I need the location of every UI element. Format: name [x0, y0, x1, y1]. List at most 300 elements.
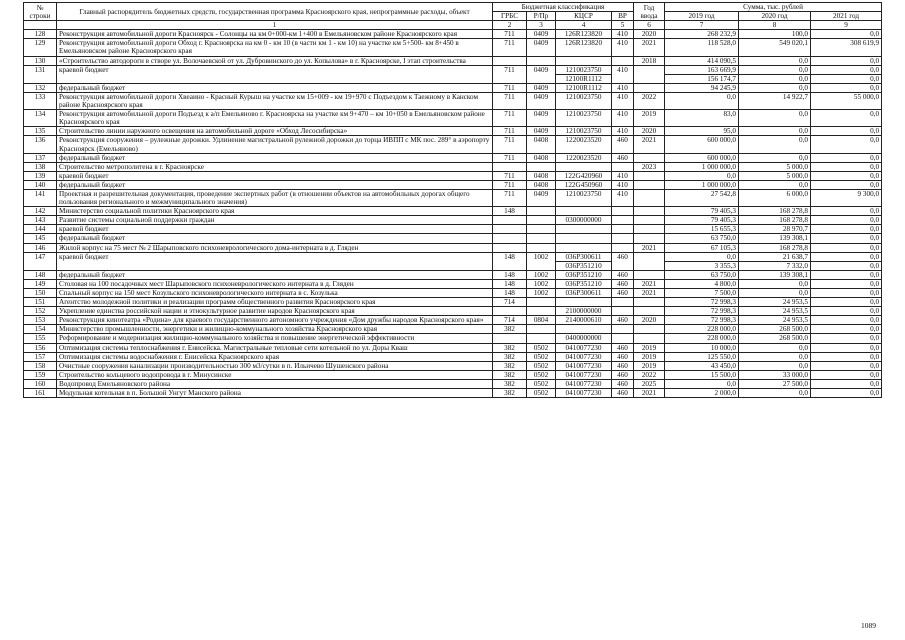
row-name: «Строительство автодороги в створе ул. Волочаевской от ул. Дубровинского до ул. Копылова» в г. Красноярске, I этап строительства — [57, 56, 493, 65]
year-input — [634, 334, 665, 343]
row-name: Реконструкция автомобильной дороги Подъезд к а/п Емельяново г. Красноярска на участке км 9+470 – км 10+050 в Емельяновском районе Красноярского края — [57, 110, 493, 127]
budget-table — [23, 2, 882, 398]
row-name: Оптимизация системы водоснабжения г. Енисейска Красноярского края — [57, 352, 493, 361]
rpr-code — [527, 207, 556, 216]
sum-2019: 125 550,0 — [665, 352, 739, 361]
table-row — [24, 153, 882, 162]
rpr-code: 0409 — [527, 110, 556, 127]
sum-2021: 0,0 — [811, 65, 882, 74]
row-name: федеральный бюджет — [57, 153, 493, 162]
sum-2021: 0,0 — [811, 180, 882, 189]
grbs-code: 711 — [493, 171, 527, 180]
sum-2019: 0,0 — [665, 171, 739, 180]
sum-2020: 27 500,0 — [739, 379, 811, 388]
year-input: 2023 — [634, 162, 665, 171]
header-vr: ВР — [612, 12, 634, 21]
table-row — [24, 207, 882, 216]
sum-2019: 118 528,0 — [665, 39, 739, 56]
row-name: Проектная и разрешительная документация, проведение экспертных работ (в отношении объектов на автомобильных дорогах общего пользования регионального и межмуниципального значения) — [57, 189, 493, 206]
row-number: 131 — [24, 65, 57, 83]
grbs-code — [493, 225, 527, 234]
rpr-code — [527, 325, 556, 334]
sum-2019: 414 090,5 — [665, 56, 739, 65]
colnum: 9 — [811, 21, 882, 30]
row-name: Столовая на 100 посадочных мест Шарыповского психоневрологического интерната в д. Гляден — [57, 279, 493, 288]
header-kcsr: КЦСР — [556, 12, 612, 21]
row-name: Водопровод Емельяновского района — [57, 379, 493, 388]
sum-2021: 0,0 — [811, 83, 882, 92]
sum-2019: 228 000,0 — [665, 334, 739, 343]
kcsr-code: 1220023520 — [556, 136, 612, 153]
page-number: 1089 — [861, 621, 876, 630]
row-number: 136 — [24, 136, 57, 153]
sum-2019: 63 750,0 — [665, 270, 739, 279]
rpr-code: 0409 — [527, 92, 556, 109]
sum-2021: 0,0 — [811, 261, 882, 270]
sum-2019: 15 655,3 — [665, 225, 739, 234]
row-number: 144 — [24, 225, 57, 234]
year-input — [634, 153, 665, 162]
rpr-code: 0804 — [527, 316, 556, 325]
sum-2020: 0,0 — [739, 361, 811, 370]
rpr-code: 0502 — [527, 370, 556, 379]
kcsr-code: 0410077230 — [556, 343, 612, 352]
vr-code: 460 — [612, 153, 634, 162]
vr-code: 410 — [612, 110, 634, 127]
rpr-code: 0409 — [527, 65, 556, 83]
table-body — [24, 30, 882, 398]
rpr-code — [527, 234, 556, 243]
vr-code — [612, 56, 634, 65]
sum-2019: 3 355,3 — [665, 261, 739, 270]
sum-2020: 0,0 — [739, 153, 811, 162]
sum-2021: 0,0 — [811, 171, 882, 180]
rpr-code — [527, 298, 556, 307]
kcsr-code: 126R123820 — [556, 39, 612, 56]
header-year-input: Год ввода — [634, 3, 665, 21]
vr-code: 410 — [612, 171, 634, 180]
table-row — [24, 92, 882, 109]
grbs-code: 714 — [493, 298, 527, 307]
vr-code: 410 — [612, 30, 634, 39]
rpr-code — [527, 56, 556, 65]
sum-2019: 0,0 — [665, 92, 739, 109]
vr-code: 460 — [612, 343, 634, 352]
rpr-code — [527, 216, 556, 225]
vr-code: 410 — [612, 127, 634, 136]
kcsr-code — [556, 225, 612, 234]
kcsr-code: 12100R1112 — [556, 83, 612, 92]
sum-2021: 0,0 — [811, 127, 882, 136]
row-number: 129 — [24, 39, 57, 56]
kcsr-code: 12100R1112 — [556, 74, 612, 83]
sum-2019: 72 998,3 — [665, 298, 739, 307]
vr-code — [612, 325, 634, 334]
grbs-code: 711 — [493, 30, 527, 39]
vr-code: 410 — [612, 92, 634, 109]
row-name: Укрепление единства российской нации и этнокультурное развитие народов Красноярского края — [57, 307, 493, 316]
grbs-code: 382 — [493, 379, 527, 388]
sum-2019: 156 174,7 — [665, 74, 739, 83]
sum-2021: 0,0 — [811, 243, 882, 252]
vr-code: 460 — [612, 279, 634, 288]
table-row — [24, 279, 882, 288]
sum-2020: 0,0 — [739, 127, 811, 136]
sum-2021: 0,0 — [811, 298, 882, 307]
rpr-code: 1002 — [527, 289, 556, 298]
sum-2019: 600 000,0 — [665, 136, 739, 153]
vr-code — [612, 334, 634, 343]
kcsr-code — [556, 162, 612, 171]
row-number: 145 — [24, 234, 57, 243]
sum-2019: 27 542,8 — [665, 189, 739, 206]
row-name: Реконструкция кинотеатра «Родина» для краевого государственного автономного учреждения «Дом дружбы народов Красноярского края» — [57, 316, 493, 325]
sum-2020: 0,0 — [739, 289, 811, 298]
grbs-code: 711 — [493, 153, 527, 162]
sum-2021: 0,0 — [811, 307, 882, 316]
table-row — [24, 56, 882, 65]
sum-2019: 2 000,0 — [665, 389, 739, 398]
row-name: Развитие системы социальной поддержки граждан — [57, 216, 493, 225]
vr-code: 460 — [612, 352, 634, 361]
grbs-code — [493, 307, 527, 316]
row-name: федеральный бюджет — [57, 270, 493, 279]
header-2019: 2019 год — [665, 12, 739, 21]
sum-2021: 0,0 — [811, 379, 882, 388]
sum-2020: 33 000,0 — [739, 370, 811, 379]
kcsr-code: 1210023750 — [556, 110, 612, 127]
rpr-code — [527, 243, 556, 252]
year-input: 2021 — [634, 136, 665, 153]
row-name: федеральный бюджет — [57, 83, 493, 92]
table-row — [24, 110, 882, 127]
row-number: 152 — [24, 307, 57, 316]
grbs-code — [493, 162, 527, 171]
sum-2020: 0,0 — [739, 352, 811, 361]
colnum: 1 — [57, 21, 493, 30]
table-row — [24, 136, 882, 153]
sum-2021: 55 000,0 — [811, 92, 882, 109]
sum-2020: 28 970,7 — [739, 225, 811, 234]
grbs-code: 382 — [493, 361, 527, 370]
vr-code: 410 — [612, 83, 634, 92]
kcsr-code — [556, 207, 612, 216]
year-input: 2021 — [634, 243, 665, 252]
table-row — [24, 270, 882, 279]
grbs-code — [493, 56, 527, 65]
vr-code: 460 — [612, 370, 634, 379]
table-row — [24, 343, 882, 352]
row-name: Строительство кольцевого водопровода в г. Минусинске — [57, 370, 493, 379]
sum-2019: 63 750,0 — [665, 234, 739, 243]
row-name: Оптимизация системы теплоснабжения г. Енисейска. Магистральные тепловые сети котельной по ул. Доры Кваш — [57, 343, 493, 352]
rpr-code: 0502 — [527, 389, 556, 398]
rpr-code: 0408 — [527, 136, 556, 153]
kcsr-code: 0410077230 — [556, 379, 612, 388]
year-input — [634, 225, 665, 234]
table-row — [24, 325, 882, 334]
kcsr-code: 036P351210 — [556, 270, 612, 279]
colnum: 7 — [665, 21, 739, 30]
rpr-code — [527, 307, 556, 316]
sum-2021: 0,0 — [811, 370, 882, 379]
row-number: 156 — [24, 343, 57, 352]
sum-2020: 168 278,8 — [739, 216, 811, 225]
table-row — [24, 171, 882, 180]
header-sum: Сумма, тыс. рублей — [665, 3, 882, 12]
year-input: 2021 — [634, 289, 665, 298]
kcsr-code: 1210023750 — [556, 92, 612, 109]
table-row — [24, 83, 882, 92]
table-row — [24, 361, 882, 370]
sum-2019: 72 998,3 — [665, 307, 739, 316]
year-input — [634, 234, 665, 243]
rpr-code: 0408 — [527, 153, 556, 162]
row-name: краевой бюджет — [57, 252, 493, 270]
vr-code: 460 — [612, 252, 634, 270]
sum-2021: 0,0 — [811, 207, 882, 216]
grbs-code: 711 — [493, 189, 527, 206]
row-name: федеральный бюджет — [57, 180, 493, 189]
sum-2019: 43 450,0 — [665, 361, 739, 370]
kcsr-code: 126R123820 — [556, 30, 612, 39]
sum-2021: 0,0 — [811, 352, 882, 361]
row-name: краевой бюджет — [57, 171, 493, 180]
grbs-code: 711 — [493, 39, 527, 56]
row-number: 137 — [24, 153, 57, 162]
sum-2021: 0,0 — [811, 361, 882, 370]
colnum: 3 — [527, 21, 556, 30]
sum-2020: 268 500,0 — [739, 334, 811, 343]
row-number: 159 — [24, 370, 57, 379]
kcsr-code: 0410077230 — [556, 361, 612, 370]
sum-2019: 83,0 — [665, 110, 739, 127]
row-name: краевой бюджет — [57, 65, 493, 83]
row-number: 128 — [24, 30, 57, 39]
year-input — [634, 270, 665, 279]
row-number: 139 — [24, 171, 57, 180]
row-number: 141 — [24, 189, 57, 206]
kcsr-code: 1210023750 — [556, 189, 612, 206]
year-input — [634, 83, 665, 92]
kcsr-code: 036P351210 — [556, 279, 612, 288]
row-number: 155 — [24, 334, 57, 343]
kcsr-code: 0410077230 — [556, 352, 612, 361]
table-row — [24, 370, 882, 379]
table-row — [24, 234, 882, 243]
year-input — [634, 252, 665, 270]
sum-2020: 21 638,7 — [739, 252, 811, 261]
sum-2019: 1 000 000,0 — [665, 162, 739, 171]
colnum: 4 — [556, 21, 612, 30]
rpr-code — [527, 225, 556, 234]
rpr-code: 0502 — [527, 352, 556, 361]
table-row — [24, 189, 882, 206]
year-input — [634, 180, 665, 189]
grbs-code — [493, 243, 527, 252]
table-row — [24, 39, 882, 56]
sum-2020: 139 308,1 — [739, 270, 811, 279]
kcsr-code: 036P351210 — [556, 261, 612, 270]
kcsr-code — [556, 325, 612, 334]
table-row — [24, 162, 882, 171]
header-rpr: Р/Пр — [527, 12, 556, 21]
sum-2021: 9 300,0 — [811, 189, 882, 206]
sum-2021: 0,0 — [811, 389, 882, 398]
kcsr-code: 122G420960 — [556, 171, 612, 180]
sum-2020: 0,0 — [739, 110, 811, 127]
colnum: 5 — [612, 21, 634, 30]
table-row — [24, 243, 882, 252]
sum-2020: 168 278,8 — [739, 207, 811, 216]
table-row — [24, 289, 882, 298]
rpr-code: 1002 — [527, 279, 556, 288]
row-name: Строительство линии наружного освещения на автомобильной дороге «Обход Лесосибирска» — [57, 127, 493, 136]
sum-2020: 100,0 — [739, 30, 811, 39]
sum-2020: 268 500,0 — [739, 325, 811, 334]
table-header — [24, 3, 882, 30]
header-name: Главный распорядитель бюджетных средств, государственная программа Красноярского края, непрограммные расходы, объект — [57, 3, 493, 21]
grbs-code: 148 — [493, 207, 527, 216]
header-2020: 2020 год — [739, 12, 811, 21]
year-input: 2019 — [634, 110, 665, 127]
row-number: 133 — [24, 92, 57, 109]
sum-2021: 0,0 — [811, 234, 882, 243]
year-input — [634, 207, 665, 216]
row-number: 149 — [24, 279, 57, 288]
row-number: 154 — [24, 325, 57, 334]
colnum: 2 — [493, 21, 527, 30]
sum-2019: 10 000,0 — [665, 343, 739, 352]
year-input — [634, 298, 665, 307]
sum-2019: 79 405,3 — [665, 207, 739, 216]
grbs-code: 711 — [493, 92, 527, 109]
rpr-code: 1002 — [527, 252, 556, 270]
table-row — [24, 316, 882, 325]
vr-code: 460 — [612, 379, 634, 388]
year-input — [634, 325, 665, 334]
year-input: 2021 — [634, 279, 665, 288]
colnum: 6 — [634, 21, 665, 30]
sum-2021: 0,0 — [811, 56, 882, 65]
sum-2021: 0,0 — [811, 343, 882, 352]
row-number: 140 — [24, 180, 57, 189]
grbs-code: 711 — [493, 180, 527, 189]
grbs-code: 711 — [493, 136, 527, 153]
year-input — [634, 189, 665, 206]
grbs-code: 382 — [493, 325, 527, 334]
sum-2020: 6 000,0 — [739, 189, 811, 206]
year-input: 2020 — [634, 316, 665, 325]
rpr-code: 0502 — [527, 361, 556, 370]
sum-2020: 0,0 — [739, 136, 811, 153]
rpr-code: 1002 — [527, 270, 556, 279]
sum-2020: 14 922,7 — [739, 92, 811, 109]
kcsr-code — [556, 243, 612, 252]
sum-2019: 7 500,0 — [665, 289, 739, 298]
year-input: 2025 — [634, 379, 665, 388]
rpr-code: 0409 — [527, 39, 556, 56]
rpr-code — [527, 162, 556, 171]
sum-2020: 5 000,0 — [739, 171, 811, 180]
sum-2019: 94 245,9 — [665, 83, 739, 92]
grbs-code: 711 — [493, 127, 527, 136]
grbs-code: 382 — [493, 389, 527, 398]
header-budget-class: Бюджетная классификация — [493, 3, 634, 12]
sum-2020: 0,0 — [739, 65, 811, 74]
kcsr-code: 0400000000 — [556, 334, 612, 343]
kcsr-code: 036P300611 — [556, 252, 612, 261]
year-input: 2020 — [634, 127, 665, 136]
sum-2020: 7 332,0 — [739, 261, 811, 270]
sum-2021: 0,0 — [811, 136, 882, 153]
rpr-code: 0409 — [527, 83, 556, 92]
row-number: 151 — [24, 298, 57, 307]
header-2021: 2021 год — [811, 12, 882, 21]
sum-2019: 1 000 000,0 — [665, 180, 739, 189]
table-row — [24, 379, 882, 388]
sum-2019: 163 669,9 — [665, 65, 739, 74]
grbs-code: 148 — [493, 252, 527, 270]
row-name: краевой бюджет — [57, 225, 493, 234]
vr-code — [612, 162, 634, 171]
grbs-code: 148 — [493, 279, 527, 288]
year-input: 2019 — [634, 361, 665, 370]
table-row — [24, 334, 882, 343]
header-row-number: № строки — [24, 3, 57, 21]
rpr-code: 0408 — [527, 180, 556, 189]
kcsr-code: 1210023750 — [556, 127, 612, 136]
vr-code: 460 — [612, 389, 634, 398]
vr-code: 460 — [612, 270, 634, 279]
row-number: 130 — [24, 56, 57, 65]
rpr-code: 0502 — [527, 343, 556, 352]
sum-2021: 0,0 — [811, 289, 882, 298]
row-number: 160 — [24, 379, 57, 388]
sum-2020: 0,0 — [739, 389, 811, 398]
vr-code: 410 — [612, 189, 634, 206]
grbs-code — [493, 334, 527, 343]
sum-2021: 0,0 — [811, 252, 882, 261]
kcsr-code: 122G450960 — [556, 180, 612, 189]
year-input — [634, 216, 665, 225]
sum-2021: 0,0 — [811, 279, 882, 288]
table-row — [24, 352, 882, 361]
sum-2021: 0,0 — [811, 270, 882, 279]
grbs-code: 714 — [493, 316, 527, 325]
vr-code: 410 — [612, 180, 634, 189]
sum-2019: 95,0 — [665, 127, 739, 136]
year-input: 2022 — [634, 92, 665, 109]
sum-2021: 0,0 — [811, 110, 882, 127]
table-row — [24, 225, 882, 234]
sum-2021: 0,0 — [811, 162, 882, 171]
kcsr-code: 036P300611 — [556, 289, 612, 298]
rpr-code: 0409 — [527, 189, 556, 206]
sum-2021: 0,0 — [811, 316, 882, 325]
grbs-code: 148 — [493, 289, 527, 298]
row-number: 135 — [24, 127, 57, 136]
row-name: Реконструкция автомобильной дороги Красноярск - Солонцы на км 0+000-км 1+400 в Емельяновском районе Красноярского края — [57, 30, 493, 39]
year-input: 2019 — [634, 343, 665, 352]
header-grbs: ГРБС — [493, 12, 527, 21]
table-row — [24, 180, 882, 189]
row-name: Министерство социальной политики Красноярского края — [57, 207, 493, 216]
year-input: 2022 — [634, 370, 665, 379]
year-input — [634, 65, 665, 83]
sum-2019: 67 105,3 — [665, 243, 739, 252]
row-number: 143 — [24, 216, 57, 225]
